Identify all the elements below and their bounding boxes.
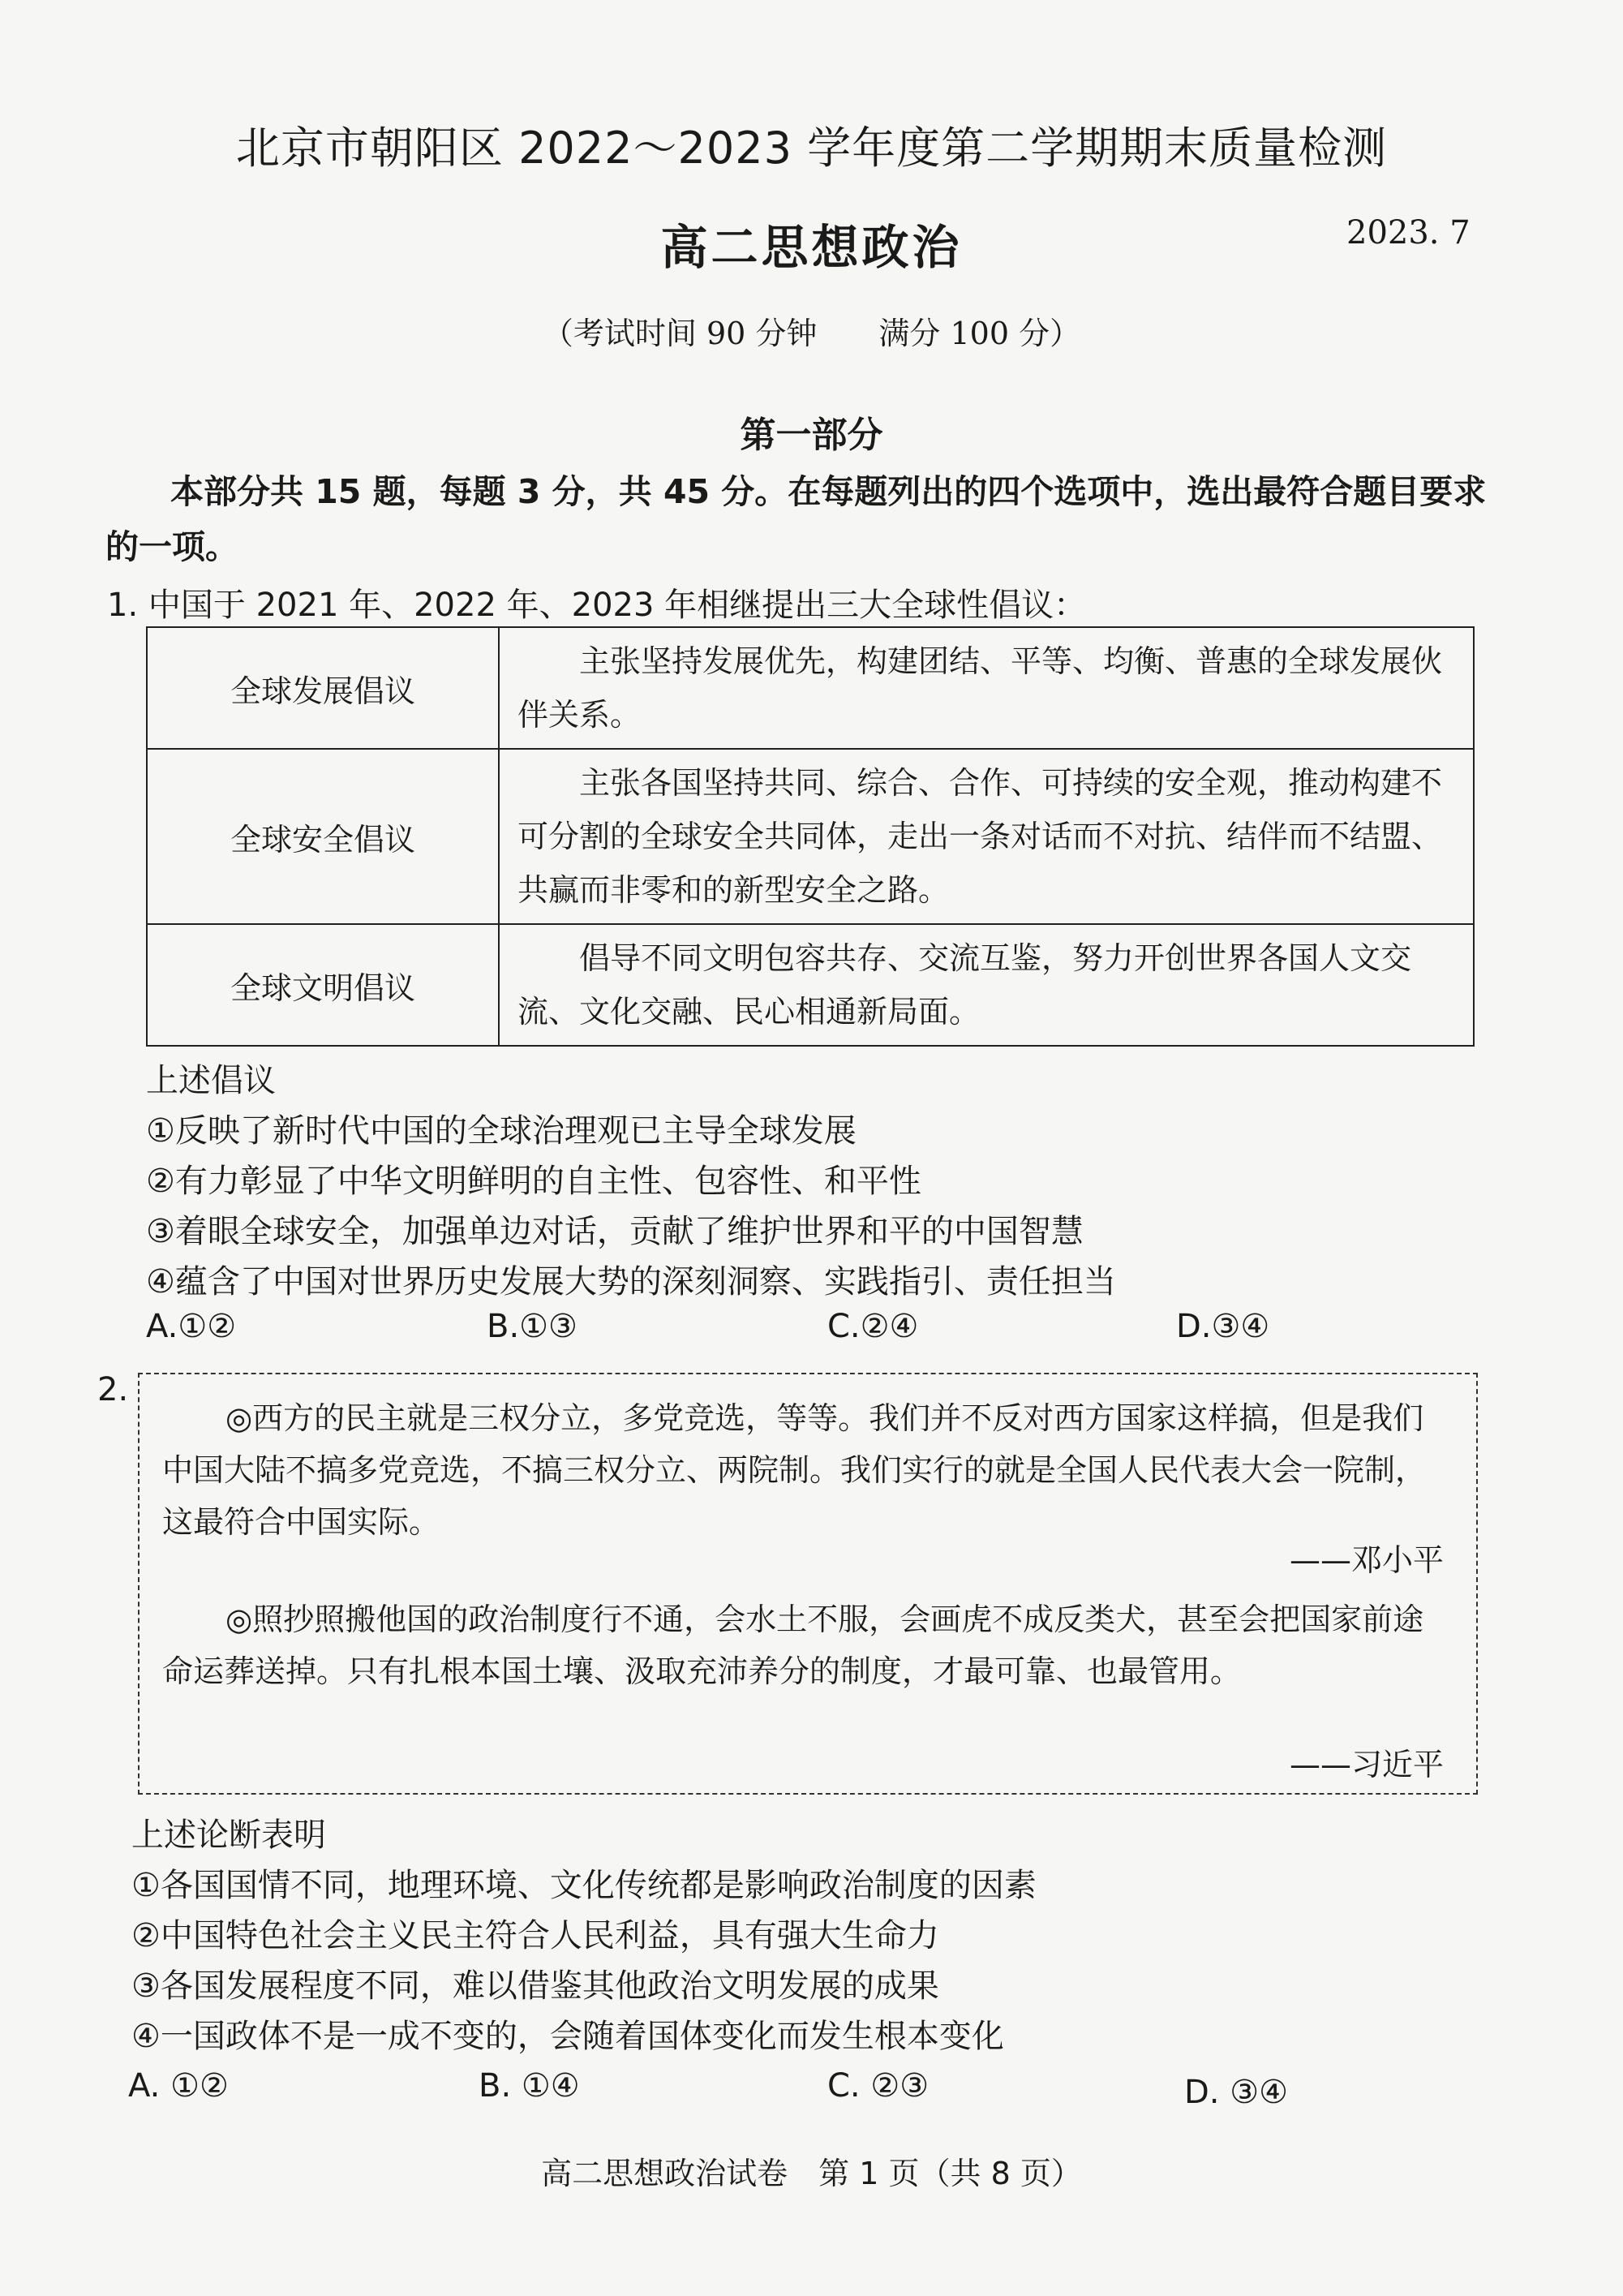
initiative-name: 全球安全倡议 bbox=[147, 749, 499, 924]
q2-lead: 上述论断表明 bbox=[131, 1817, 326, 1854]
initiatives-table bbox=[146, 626, 1475, 1047]
initiative-desc: 倡导不同文明包容共存、交流互鉴，努力开创世界各国人文交流、文化交融、民心相通新局面。 bbox=[499, 924, 1474, 1046]
q2-statement: ②中国特色社会主义民主符合人民利益，具有强大生命力 bbox=[131, 1917, 939, 1954]
table-row bbox=[147, 924, 1474, 1046]
quote-deng: ◎西方的民主就是三权分立，多党竞选，等等。我们并不反对西方国家这样搞，但是我们中国大陆不搞多党竞选，不搞三权分立、两院制。我们实行的就是全国人民代表大会一院制，这最符合中国实际。 bbox=[162, 1400, 1427, 1540]
part-title: 第一部分 bbox=[740, 415, 883, 456]
part-instructions: 本部分共 15 题，每题 3 分，共 45 分。在每题列出的四个选项中，选出最符合题目要求的一项。 bbox=[105, 472, 1487, 566]
quote-attribution-deng: ——邓小平 bbox=[1289, 1542, 1444, 1578]
q2-option-a[interactable]: A. ①② bbox=[128, 2067, 229, 2105]
initiative-name: 全球发展倡议 bbox=[147, 627, 499, 749]
page-footer: 高二思想政治试卷 第 1 页（共 8 页） bbox=[541, 2156, 1082, 2191]
q2-option-d[interactable]: D. ③④ bbox=[1184, 2074, 1288, 2111]
table-row bbox=[147, 749, 1474, 924]
q1-statement: ②有力彰显了中华文明鲜明的自主性、包容性、和平性 bbox=[146, 1163, 921, 1200]
q2-number: 2. bbox=[97, 1371, 129, 1408]
q1-option-d[interactable]: D.③④ bbox=[1176, 1308, 1270, 1345]
q1-statement: ③着眼全球安全，加强单边对话，贡献了维护世界和平的中国智慧 bbox=[146, 1213, 1084, 1250]
q2-statement: ①各国国情不同，地理环境、文化传统都是影响政治制度的因素 bbox=[131, 1867, 1037, 1904]
q1-option-a[interactable]: A.①② bbox=[146, 1308, 237, 1345]
q2-option-c[interactable]: C. ②③ bbox=[827, 2067, 930, 2105]
initiative-desc: 主张各国坚持共同、综合、合作、可持续的安全观，推动构建不可分割的全球安全共同体，走出一条对话而不对抗、结伴而不结盟、共赢而非零和的新型安全之路。 bbox=[499, 749, 1474, 924]
q1-lead: 上述倡议 bbox=[146, 1062, 276, 1099]
q1-option-c[interactable]: C.②④ bbox=[827, 1308, 919, 1345]
quote-box bbox=[138, 1373, 1478, 1795]
subject-title: 高二思想政治 bbox=[660, 220, 963, 275]
table-row bbox=[147, 627, 1474, 749]
exam-title: 北京市朝阳区 2022～2023 学年度第二学期期末质量检测 bbox=[235, 123, 1388, 174]
initiative-desc: 主张坚持发展优先，构建团结、平等、均衡、普惠的全球发展伙伴关系。 bbox=[499, 627, 1474, 749]
q1-statement: ④蕴含了中国对世界历史发展大势的深刻洞察、实践指引、责任担当 bbox=[146, 1263, 1116, 1301]
q1-option-b[interactable]: B.①③ bbox=[487, 1308, 577, 1345]
q2-statement: ③各国发展程度不同，难以借鉴其他政治文明发展的成果 bbox=[131, 1967, 939, 2005]
q2-statement: ④一国政体不是一成不变的，会随着国体变化而发生根本变化 bbox=[131, 2018, 1004, 2055]
quote-attribution-xi: ——习近平 bbox=[1289, 1747, 1444, 1782]
exam-date: 2023. 7 bbox=[1346, 214, 1471, 252]
q1-stem: 1. 中国于 2021 年、2022 年、2023 年相继提出三大全球性倡议： bbox=[107, 587, 1087, 624]
initiative-name: 全球文明倡议 bbox=[147, 924, 499, 1046]
q2-option-b[interactable]: B. ①④ bbox=[479, 2067, 580, 2105]
exam-info: （考试时间 90 分钟 满分 100 分） bbox=[542, 316, 1081, 351]
q1-statement: ①反映了新时代中国的全球治理观已主导全球发展 bbox=[146, 1112, 857, 1150]
quote-xi: ◎照抄照搬他国的政治制度行不通，会水土不服，会画虎不成反类犬，甚至会把国家前途命运葬送掉。只有扎根本国土壤、汲取充沛养分的制度，才最可靠、也最管用。 bbox=[162, 1602, 1424, 1689]
